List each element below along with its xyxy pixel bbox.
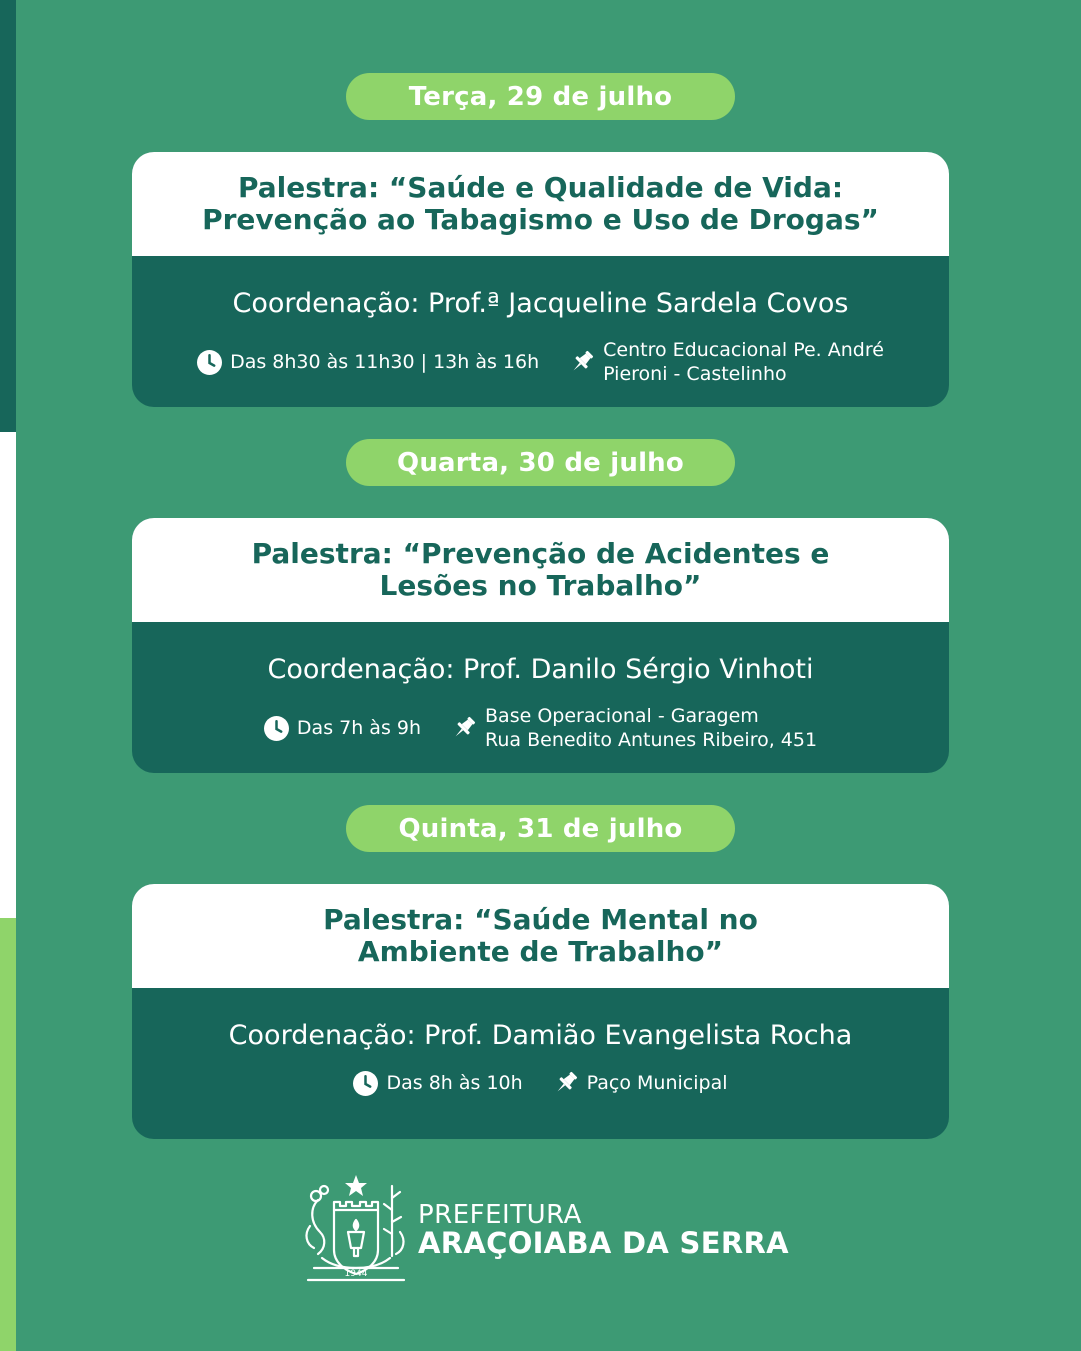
day-badge-1: Terça, 29 de julho [346,73,735,120]
event-time-1 [197,350,539,375]
event-title-1 [132,152,949,256]
event-coordination-1: Coordenação: Prof.ª Jacqueline Sardela Covos [232,288,849,319]
event-coordination-2: Coordenação: Prof. Danilo Sérgio Vinhoti [267,654,814,685]
event-title-line2: Lesões no Trabalho” [379,569,702,602]
event-time-text: Das 8h às 10h [386,1072,523,1094]
event-location-1 [569,338,884,386]
event-time-text: Das 8h30 às 11h30 | 13h às 16h [230,351,540,373]
event-title-3 [132,884,949,988]
event-card-3 [132,884,949,1139]
pushpin-icon [553,1070,579,1096]
event-location-3 [553,1070,728,1096]
event-card-2 [132,518,949,773]
logo-text-city: ARAÇOIABA DA SERRA [418,1226,789,1260]
event-meta-2 [132,704,949,752]
day-badge-3: Quinta, 31 de julho [346,805,735,852]
day-badge-2: Quarta, 30 de julho [346,439,735,486]
event-title-line1: Palestra: “Prevenção de Acidentes e [251,537,830,570]
event-location-line1: Paço Municipal [586,1072,728,1094]
event-location-line2: Rua Benedito Antunes Ribeiro, 451 [485,729,818,751]
event-location-2 [451,704,817,752]
event-location-line2: Pieroni - Castelinho [603,363,787,385]
event-time-2 [264,716,421,741]
prefeitura-logo [300,1172,800,1290]
side-accent-light [0,918,16,1351]
clock-icon [353,1071,378,1096]
event-location-line1: Centro Educacional Pe. André [603,339,884,361]
event-meta-1 [132,338,949,386]
event-card-1 [132,152,949,407]
event-title-line2: Ambiente de Trabalho” [357,935,724,968]
side-accent-dark [0,0,16,432]
event-time-3 [353,1071,522,1096]
event-location-line1: Base Operacional - Garagem [485,705,759,727]
side-accent-white [0,432,16,918]
event-meta-3 [132,1070,949,1096]
city-crest-icon [300,1172,412,1288]
clock-icon [264,716,289,741]
crest-year: 1944 [344,1269,368,1279]
pushpin-icon [451,715,477,741]
clock-icon [197,350,222,375]
logo-text-prefeitura: PREFEITURA [418,1200,582,1230]
event-title-line1: Palestra: “Saúde e Qualidade de Vida: [237,171,844,204]
event-time-text: Das 7h às 9h [296,717,422,739]
event-title-line2: Prevenção ao Tabagismo e Uso de Drogas” [202,203,879,236]
event-coordination-3: Coordenação: Prof. Damião Evangelista Rocha [228,1020,853,1051]
pushpin-icon [569,349,595,375]
event-title-2 [132,518,949,622]
event-title-line1: Palestra: “Saúde Mental no [323,903,758,936]
